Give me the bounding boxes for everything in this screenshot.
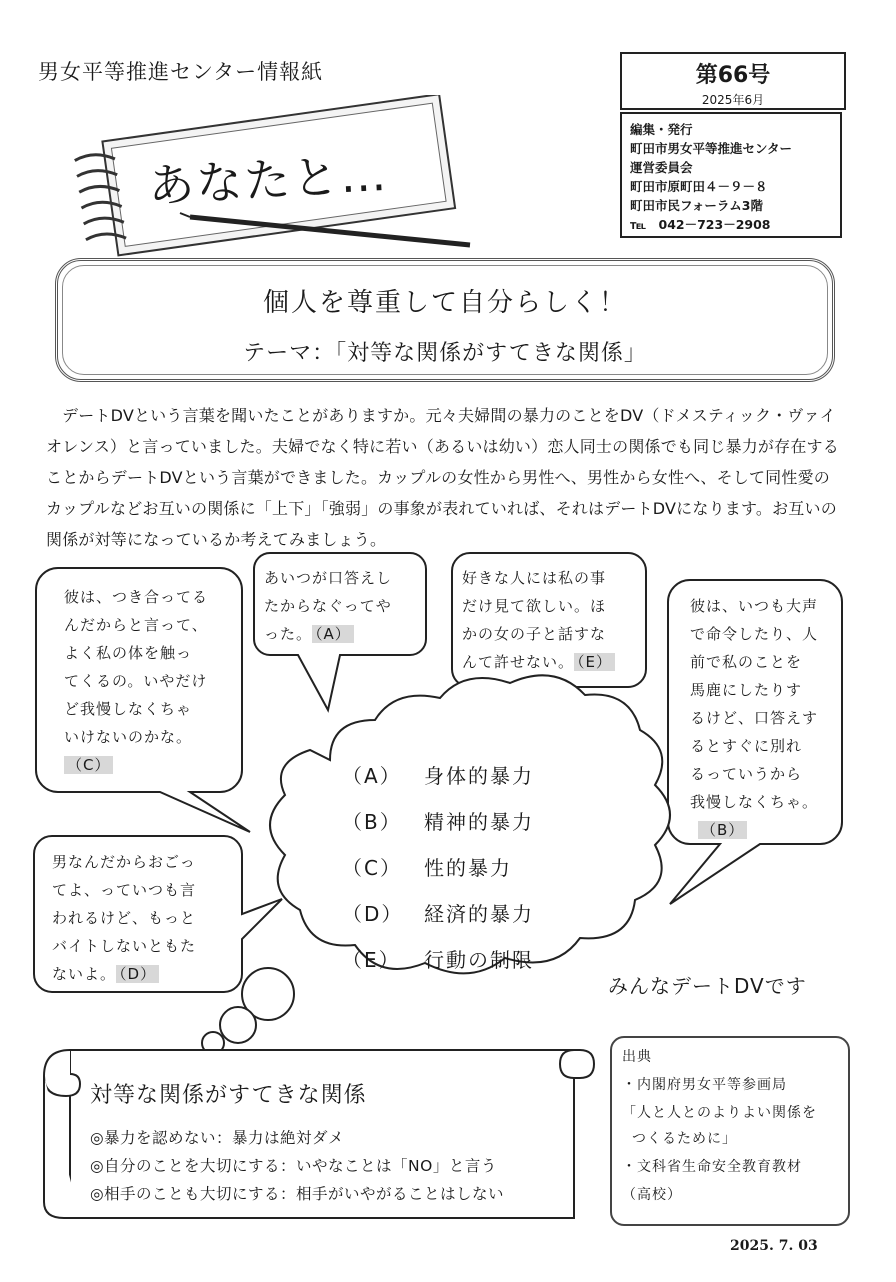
publisher-line: 町田市男女平等推進センター [630,141,793,156]
publisher-line: 編集・発行 [630,122,693,137]
category-key: （D） [342,902,404,926]
issue-number: 第66号 [695,63,771,88]
source-line: ・内閣府男女平等参画局 [622,1077,787,1093]
headline-theme: テーマ：「対等な関係がすてきな関係」 [243,341,647,366]
category-label: 経済的暴力 [424,902,534,926]
bubble-line: だけ見て欲しい。ほ [462,597,607,615]
publisher-line: 町田市原町田４－９－８ [630,179,768,194]
publisher-line: 町田市民フォーラム3階 [630,198,763,213]
category-key: （C） [342,856,402,880]
stamp-date: 2025. 7. 03 [730,1238,818,1254]
logo-title: あなたと… [146,146,390,214]
bubble-line: 馬鹿にしたりす [690,681,803,699]
bubble-line: で命令したり、人 [690,625,819,643]
bubble-line: 好きな人には私の事 [462,569,607,587]
issue-box [620,52,846,110]
headline-title: 個人を尊重して自分らしく！ [262,288,627,318]
category-label: 行動の制限 [424,948,534,972]
publisher-box [620,112,842,238]
bubble-tag: （C） [64,756,113,774]
bubble-b-text [690,592,818,844]
issue-date: 2025年6月 [701,93,765,107]
principle-line: ◎相手のことも大切にする：相手がいやがることはしない [90,1185,505,1203]
bubble-line: 男なんだからおごっ [52,853,196,871]
bubble-tag: （A） [312,625,354,643]
bubble-line: るとすぐに別れ [690,737,803,755]
publisher-line: 運営委員会 [630,160,693,175]
bubble-line: んだからと言って、 [64,616,208,634]
bubble-line: 彼は、つき合ってる [64,588,209,606]
category-label: 性的暴力 [424,856,512,880]
bubble-tag: （B） [698,821,747,839]
category-key: （E） [342,948,401,972]
bubble-d-text [52,848,196,988]
source-line: ・文科省生命安全教育教材 [622,1159,802,1175]
publisher-line: ℡ 042－723－2908 [630,217,771,232]
org-name: 男女平等推進センター情報紙 [38,60,324,84]
category-key: （A） [342,764,402,788]
violence-category-list [342,760,534,990]
bubble-a-text [264,564,392,648]
bubble-line: った。 [264,625,313,643]
category-item [342,760,534,806]
category-key: （B） [342,810,402,834]
bubble-line: ど我慢しなくちゃ [64,700,193,718]
source-line: 出典 [622,1049,652,1065]
bubble-line: 前で私のことを [690,653,803,671]
intro-paragraph: デートDVという言葉を聞いたことがありますか。元々夫婦間の暴力のことをDV（ドメスティック・ヴァイオレンス）と言っていました。夫婦でなく特に若い（あるいは幼い）恋人同士の関係でも同じ暴力が存在することからデートDVという言葉ができました。カップルの女性から男性へ、男性から女性へ、そして同性愛のカップルなどお互いの関係に「上下」「強弱」の事象が表れていれば、それはデートDVになります。お互いの関係が対等になっているか考えてみましょう。 [46,406,839,549]
bubble-line: たからなぐってや [264,597,392,615]
bubble-line: 我慢しなくちゃ。 [690,793,819,811]
principle-line: ◎自分のことを大切にする：いやなことは「NO」と言う [90,1157,497,1175]
bubble-tag: （E） [574,653,615,671]
bubble-line: るけど、口答えす [690,709,819,727]
category-label: 精神的暴力 [424,810,534,834]
bubble-e-text [462,564,615,676]
category-item [342,944,534,990]
bubble-line: バイトしないともた [52,937,197,955]
bubble-line: てよ、っていつも言 [52,881,197,899]
bubble-line: かの女の子と話すな [462,625,607,643]
source-line: （高校） [622,1187,682,1203]
bubble-line: よく私の体を触っ [64,644,193,662]
bubble-line: るっていうから [690,765,803,783]
category-label: 身体的暴力 [424,764,534,788]
bubble-line: われるけど、もっと [52,909,197,927]
bubble-tag: （D） [116,965,159,983]
bubble-line: んて許せない。 [462,653,575,671]
category-item [342,806,534,852]
source-line: 「人と人とのよりよい関係を [622,1105,817,1121]
scroll-title: 対等な関係がすてきな関係 [90,1083,367,1108]
source-line: つくるために」 [632,1131,737,1147]
category-item [342,898,534,944]
bubble-c-text [64,583,208,779]
everyone-label: みんなデートDVです [608,974,807,998]
bubble-line: いけないのかな。 [64,728,193,746]
category-item [342,852,534,898]
bubble-line: ないよ。 [52,965,117,983]
bubble-line: てくるの。いやだけ [64,672,208,690]
bubble-line: あいつが口答えし [264,569,393,587]
principle-line: ◎暴力を認めない：暴力は絶対ダメ [90,1129,345,1147]
bubble-line: 彼は、いつも大声 [690,597,819,615]
